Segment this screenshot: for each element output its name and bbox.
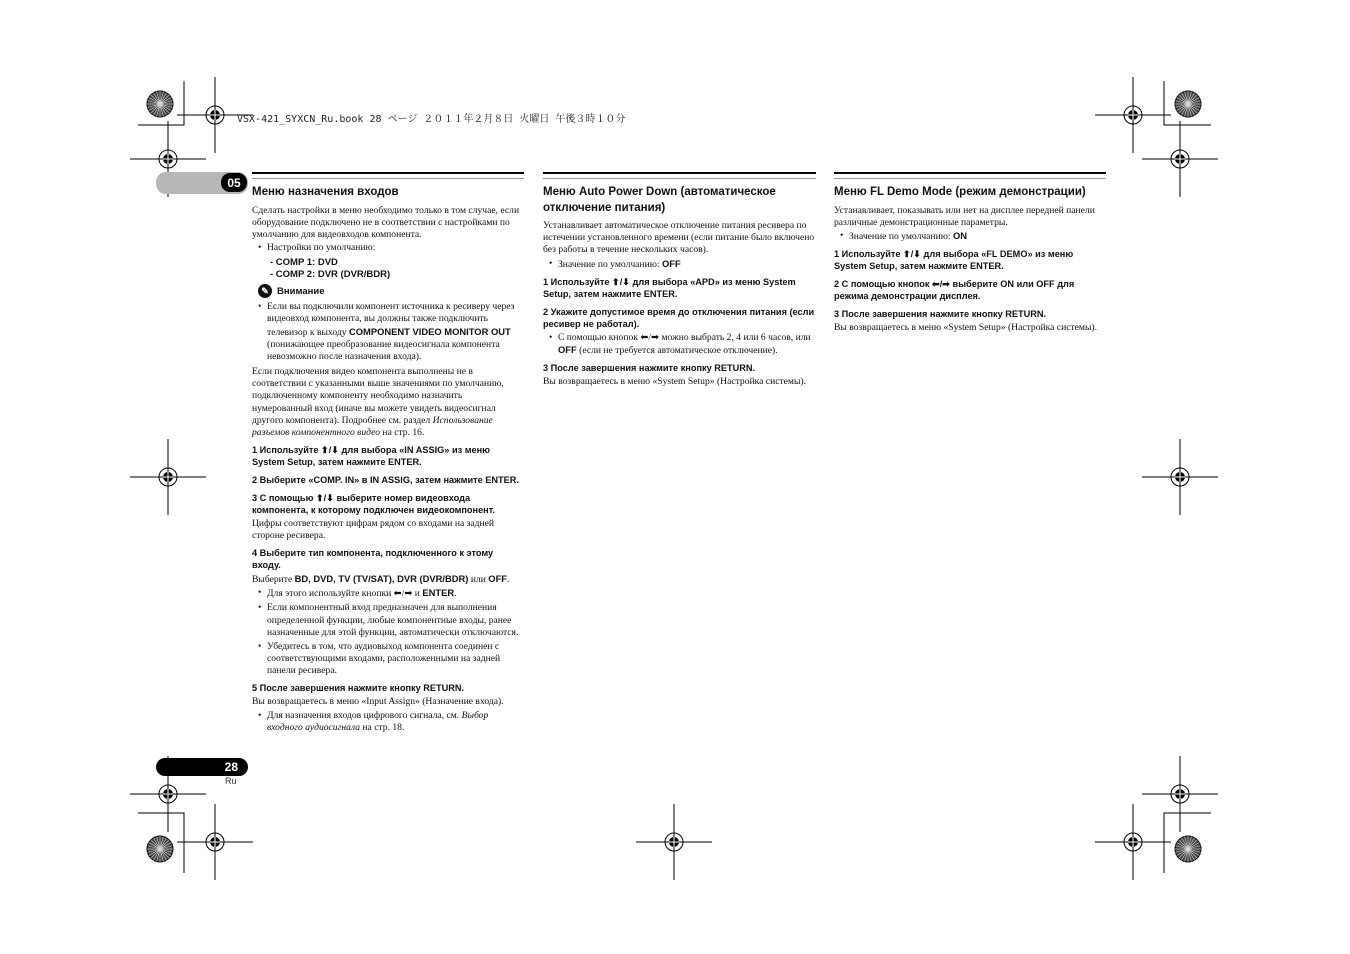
default-bullet: [543, 258, 816, 271]
step-4: 4 Выберите тип компонента, подключенного к этому входу.: [252, 548, 494, 571]
column-auto-power-down: [543, 172, 816, 389]
default-list: [252, 242, 524, 254]
step-2-b1-text: С помощью кнопок ⬅/➡ можно выбрать 2, 4 или 6 часов, или: [558, 331, 811, 343]
section-rule: [543, 172, 816, 179]
caution-heading: [258, 284, 524, 298]
para2-link: Использование разъемов компонентного видео: [252, 414, 493, 438]
default-text: Значение по умолчанию:: [558, 258, 662, 270]
book-header-line: VSX-421_SYXCN_Ru.book 28 ページ ２０１１年２月８日 火曜日 午後３時１０分: [237, 114, 626, 125]
caution-icon: ✎: [258, 284, 272, 298]
step-2: 2 Укажите допустимое время до отключения питания (если ресивер не работал).: [543, 306, 815, 329]
caution-text-2: (понижающее преобразование видеосигнала компонента невозможно после назначения входа).: [267, 338, 500, 362]
column-input-assign: [252, 172, 524, 737]
step-4-text: [252, 573, 524, 586]
default-list: [834, 230, 1106, 243]
step-4-list: [252, 587, 524, 677]
intro-text: Устанавливает автоматическое отключение питания ресивера по истечении установленного времени (если питание было включено без работы в течение нескольких часов).: [543, 220, 815, 256]
step-4-off: OFF: [488, 573, 508, 585]
step-5-b1-link: Выбор входного аудиосигнала: [267, 709, 489, 733]
page-number: 28: [224, 760, 238, 774]
step-2-bullet-1: [543, 332, 816, 357]
step-4-b1-tail: .: [454, 588, 457, 600]
page-language: Ru: [225, 776, 237, 786]
column-fl-demo: [834, 172, 1106, 335]
page-number-badge: [156, 758, 248, 776]
caution-text: Если вы подключили компонент источника к ресиверу через видеовход компонента, вы должны также подключить телевизор к выходу: [267, 301, 515, 338]
section-title: Меню Auto Power Down (автоматическое отключение питания): [543, 186, 776, 214]
intro-text: Устанавливает, показывать или нет на дисплее передней панели различные демонстрационные параметры.: [834, 204, 1095, 228]
para2-text: Если подключения видео компонента выполнены не в соответствии с указанными выше значениями по умолчанию, подключенному компоненту необходимо назначить нумерованный вход (иначе вы можете увидеть видеосигнал другого компонента). Подробнее см. раздел: [252, 366, 504, 426]
step-5-b1-tail: на стр. 18.: [360, 721, 405, 733]
section-title: Меню назначения входов: [252, 186, 399, 198]
caution-item: [252, 301, 524, 363]
default-list: [543, 258, 816, 271]
step-5-list: [252, 710, 524, 734]
default-value: OFF: [661, 257, 681, 269]
caution-label: Внимание: [277, 285, 325, 297]
step-2: 2 С помощью кнопок ⬅/➡ выберите ON или OFF для режима демонстрации дисплея.: [834, 278, 1075, 301]
caution-bold: COMPONENT VIDEO MONITOR OUT: [348, 325, 511, 337]
step-4-bullet-3: • Убедитесь в том, что аудиовыход компонента соединен с соответствующими входами, расположенными на задней панели ресивера.: [252, 641, 524, 678]
default-bullet: [834, 230, 1106, 243]
step-4-b1-text: Для этого используйте кнопки ⬅/➡ и: [267, 588, 423, 600]
step-3-text: Цифры соответствуют цифрам рядом со входами на задней стороне ресивера.: [252, 517, 495, 542]
section-rule: [252, 172, 524, 179]
default-text: Значение по умолчанию:: [849, 230, 953, 242]
step-3-text: Вы возвращаетесь в меню «System Setup» (Настройка системы).: [834, 321, 1098, 333]
section-title: Меню FL Demo Mode (режим демонстрации): [834, 186, 1086, 198]
step-3: 3 После завершения нажмите кнопку RETURN.: [834, 308, 1047, 319]
step-4-b1-bold: ENTER: [422, 587, 455, 599]
para2: [252, 366, 524, 439]
step-5-text: Вы возвращаетесь в меню «Input Assign» (Назначение входа).: [252, 696, 504, 708]
step-2: 2 Выберите «COMP. IN» в IN ASSIG, затем нажмите ENTER.: [252, 475, 519, 485]
caution-list: [252, 301, 524, 363]
step-4-bullet-1: [252, 587, 524, 600]
step-3: 3 С помощью ⬆/⬇ выберите номер видеовхода компонента, к которому подключен видеокомпонент.: [252, 492, 495, 515]
intro-text: Сделать настройки в меню необходимо только в том случае, если оборудование подключено не в соответствии с настройками по умолчанию для видеовходов компонента.: [252, 204, 520, 240]
step-5: 5 После завершения нажмите кнопку RETURN.: [252, 683, 465, 694]
step-5-b1-text: Для назначения входов цифрового сигнала, см.: [267, 709, 462, 721]
default-value: ON: [952, 229, 967, 241]
default-comp1: - COMP 1: DVD: [270, 257, 338, 269]
step-4-text-a: Выберите: [252, 574, 295, 586]
step-4-text-c: .: [507, 574, 510, 586]
default-bullet: • Настройки по умолчанию:: [252, 242, 524, 254]
step-5-bullet-1: [252, 710, 524, 734]
step-4-options: BD, DVD, TV (TV/SAT), DVR (DVR/BDR): [294, 573, 469, 585]
step-4-text-b: или: [468, 574, 489, 586]
step-1: 1 Используйте ⬆/⬇ для выбора «FL DEMO» из меню System Setup, затем нажмите ENTER.: [834, 249, 1074, 271]
step-1: 1 Используйте ⬆/⬇ для выбора «APD» из меню System Setup, затем нажмите ENTER.: [543, 276, 796, 299]
default-comp2: - COMP 2: DVR (DVR/BDR): [270, 269, 391, 281]
step-2-b1-bold: OFF: [558, 343, 577, 355]
step-3: 3 После завершения нажмите кнопку RETURN.: [543, 362, 756, 373]
section-rule: [834, 172, 1106, 179]
step-2-b1-tail: (если не требуется автоматическое отключение).: [576, 344, 778, 356]
step-2-list: [543, 332, 816, 357]
step-1: 1 Используйте ⬆/⬇ для выбора «IN ASSIG» из меню System Setup, затем нажмите ENTER.: [252, 445, 491, 468]
para2-tail: на стр. 16.: [380, 426, 425, 438]
chapter-number: 05: [227, 175, 241, 190]
step-3-text: Вы возвращаетесь в меню «System Setup» (Настройка системы).: [543, 375, 807, 387]
step-4-bullet-2: • Если компонентный вход предназначен для выполнения определенной функции, любые компонентные входы, ранее назначенные для этой функции, автоматически отключаются.: [252, 602, 524, 639]
chapter-number-badge: [221, 173, 247, 192]
